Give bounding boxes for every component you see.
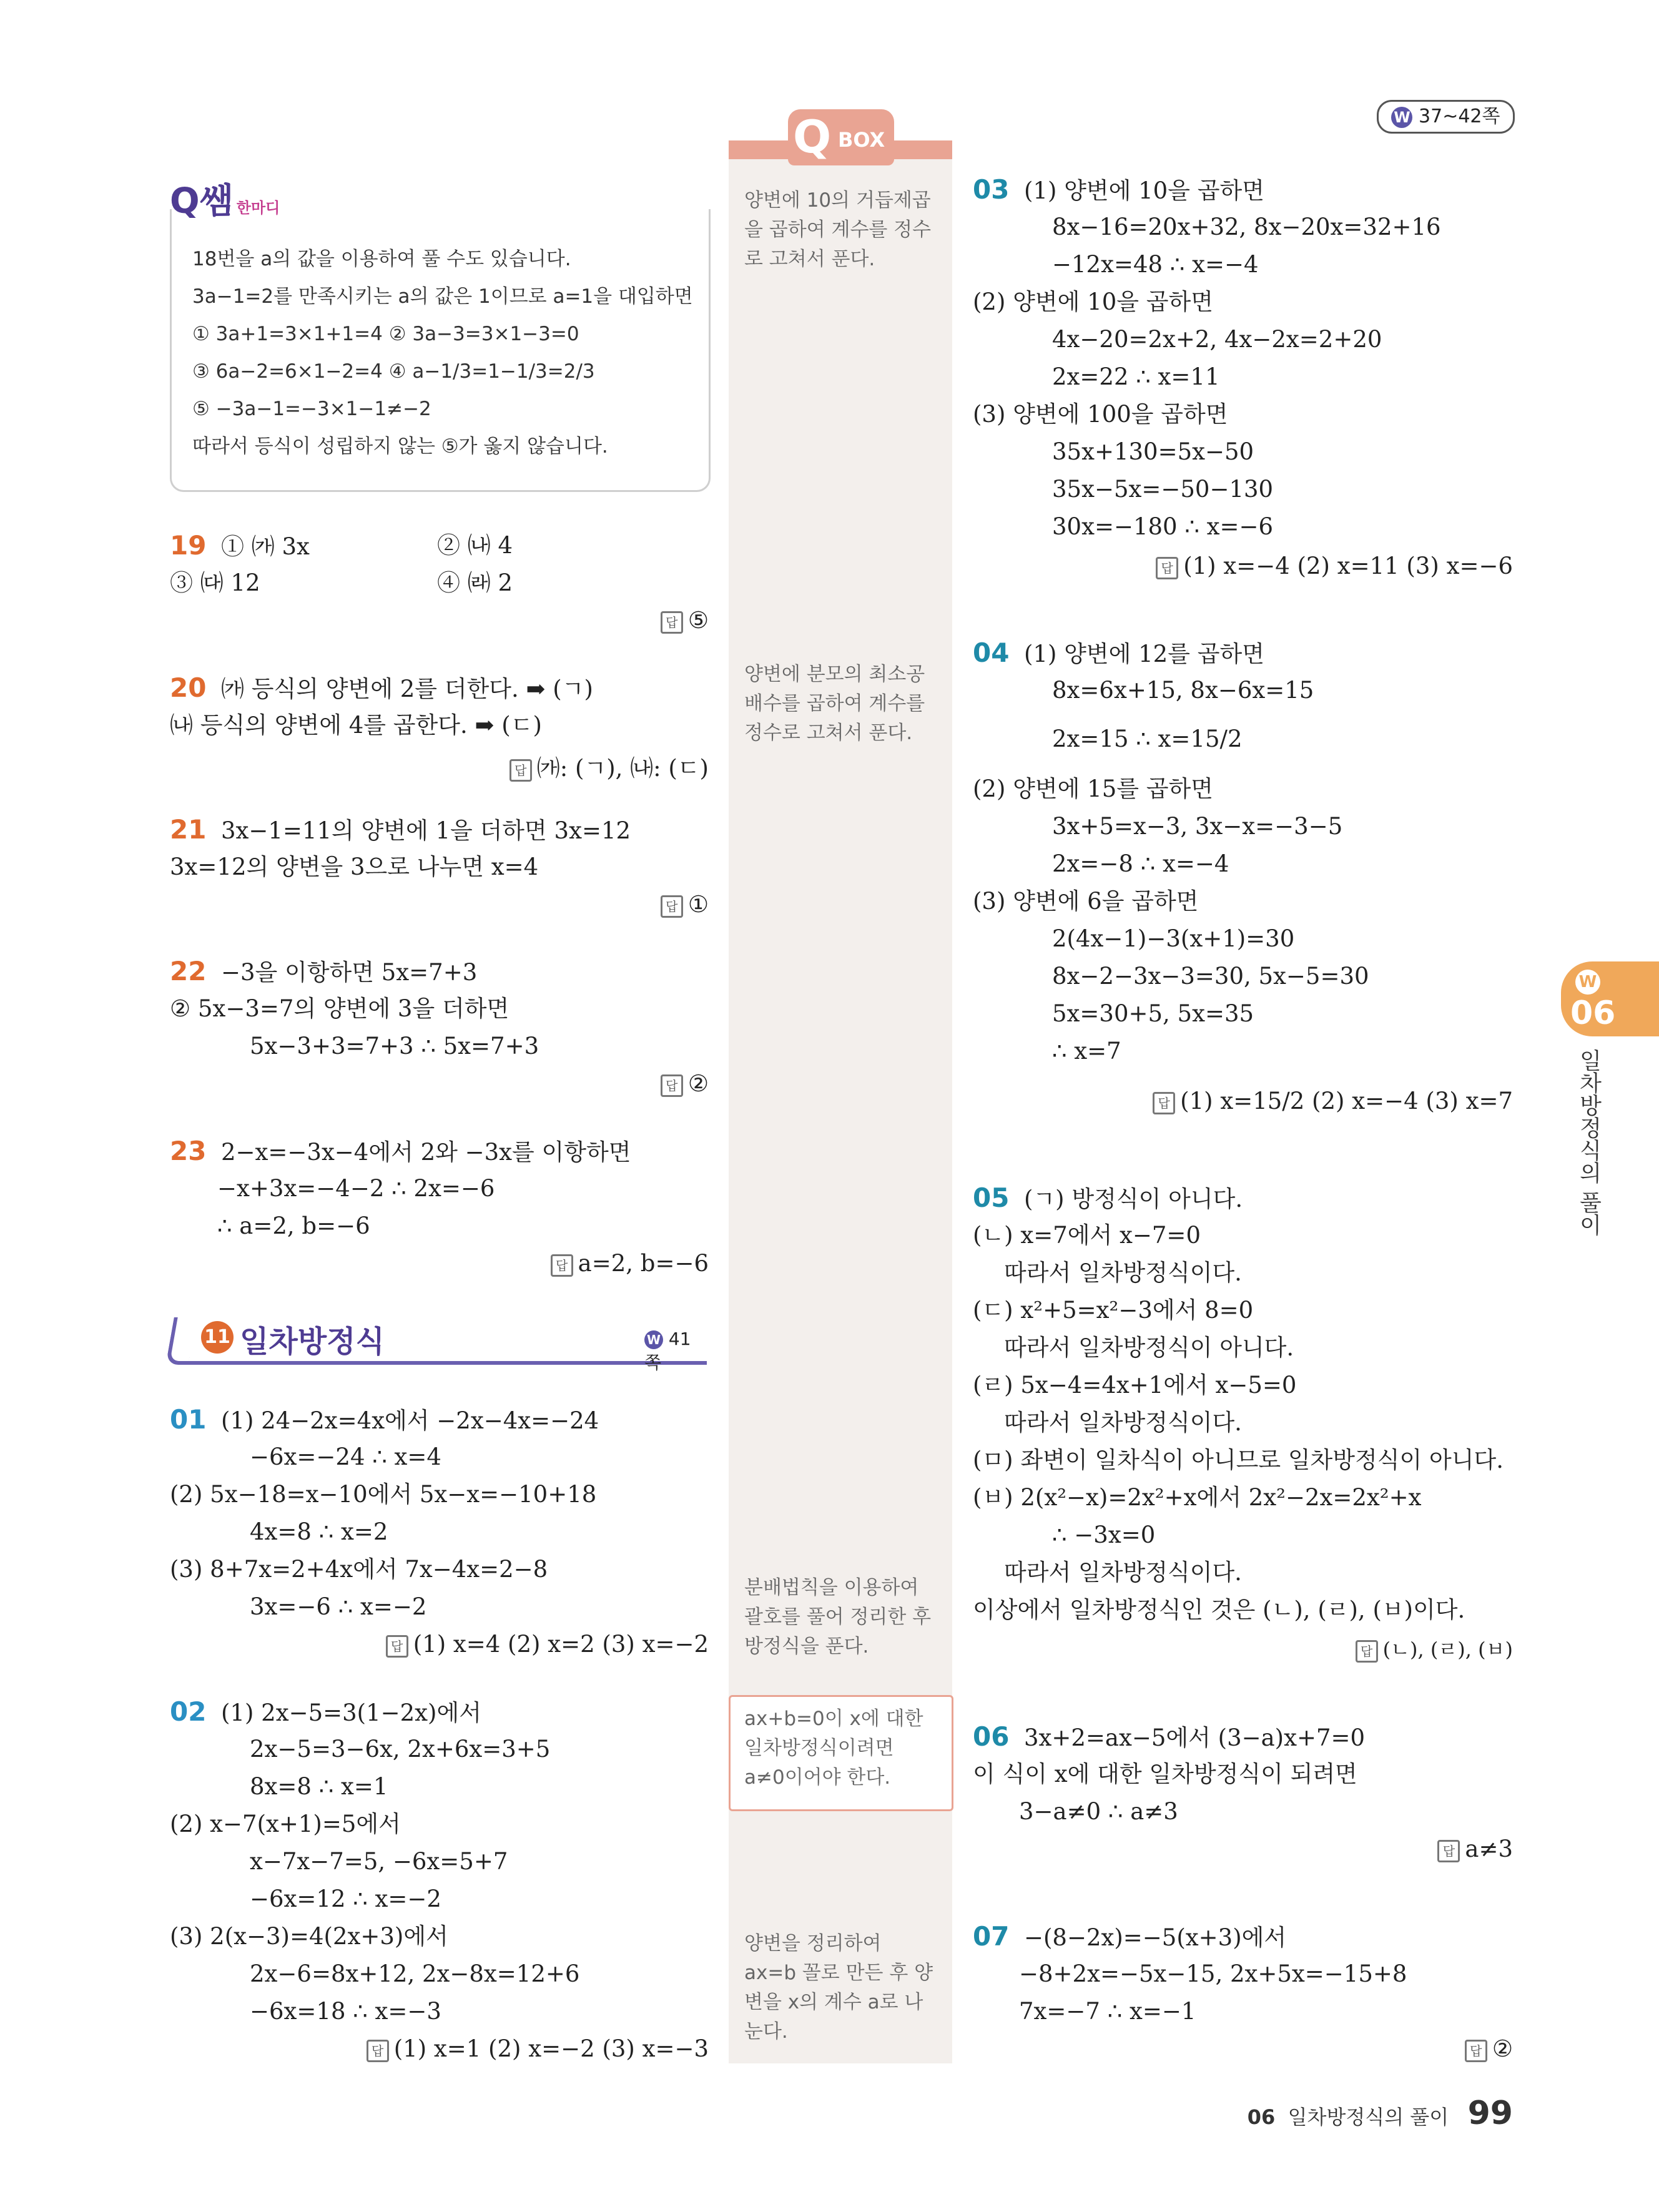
problem-07-line: 7x=−7 ∴ x=−1	[1019, 1998, 1196, 2025]
problem-04-line: 2x=15 ∴ x=15/2	[1052, 725, 1243, 752]
problem-04-line: ∴ x=7	[1052, 1038, 1121, 1064]
answer-07: 답 ②	[1465, 2035, 1513, 2062]
problem-02: 02 (1) 2x−5=3(1−2x)에서	[170, 1696, 481, 1727]
problem-20-l2: ㈏ 등식의 양변에 4를 곱한다. ➡ (ㄷ)	[170, 712, 542, 739]
answer-03: 답 (1) x=−4 (2) x=11 (3) x=−6	[1156, 553, 1513, 579]
answer-20: 답 ㈎: (ㄱ), ㈏: (ㄷ)	[510, 749, 709, 783]
problem-04-line: 3x+5=x−3, 3x−x=−3−5	[1052, 813, 1343, 840]
problem-02-line: 8x=8 ∴ x=1	[250, 1773, 388, 1800]
problem-22: 22 −3을 이항하면 5x=7+3	[170, 956, 478, 986]
qbox-note-5: 양변을 정리하여 ax=b 꼴로 만든 후 양 변을 x의 계수 a로 나 눈다.	[744, 1932, 933, 2043]
problem-05-line: (ㄹ) 5x−4=4x+1에서 x−5=0	[973, 1372, 1297, 1398]
problem-20: 20 ㈎ 등식의 양변에 2를 더한다. ➡ (ㄱ)	[170, 672, 593, 703]
problem-03-line: −12x=48 ∴ x=−4	[1052, 251, 1259, 278]
page-reference	[1377, 100, 1515, 134]
problem-04-line: 2(4x−1)−3(x+1)=30	[1052, 925, 1295, 952]
section-underline	[179, 1361, 707, 1365]
side-tab-w: W	[1575, 970, 1600, 995]
problem-01-line: −6x=−24 ∴ x=4	[250, 1443, 441, 1470]
section-page: W 41쪽	[644, 1329, 691, 1373]
answer-icon: 답	[386, 1635, 408, 1658]
problem-23-l3: ∴ a=2, b=−6	[217, 1212, 370, 1239]
problem-05-line: (ㅂ) 2(x²−x)=2x²+x에서 2x²−2x=2x²+x	[973, 1484, 1422, 1511]
problem-23: 23 2−x=−3x−4에서 2와 −3x를 이항하면	[170, 1136, 631, 1166]
answer-icon: 답	[1465, 2040, 1487, 2062]
problem-04-line: 2x=−8 ∴ x=−4	[1052, 850, 1229, 877]
problem-02-line: (3) 2(x−3)=4(2x+3)에서	[170, 1923, 448, 1950]
side-tab-number: 06	[1570, 995, 1616, 1032]
problem-05-line: (ㅁ) 좌변이 일차식이 아니므로 일차방정식이 아니다.	[973, 1447, 1504, 1473]
footer	[1248, 2095, 1513, 2132]
answer-05: 답 (ㄴ), (ㄹ), (ㅂ)	[1356, 1634, 1513, 1663]
section-title: 일차방정식	[240, 1324, 385, 1359]
problem-01-line: 4x=8 ∴ x=2	[250, 1518, 388, 1545]
qbox-title: Q	[793, 111, 832, 163]
problem-03-line: 30x=−180 ∴ x=−6	[1052, 513, 1274, 540]
problem-21-l2: 3x=12의 양변을 3으로 나누면 x=4	[170, 853, 539, 880]
problem-05-line: 따라서 일차방정식이다.	[1004, 1259, 1242, 1286]
problem-19-d: ④ ㈑ 2	[437, 569, 513, 596]
problem-05-line: 따라서 일차방정식이 아니다.	[1004, 1334, 1294, 1361]
qssam-line: ⑤ −3a−1=−3×1−1≠−2	[192, 398, 431, 420]
problem-05-line: 따라서 일차방정식이다.	[1004, 1409, 1242, 1436]
page-number: 99	[1467, 2095, 1513, 2132]
qbox-note-3: 분배법칙을 이용하여 괄호를 풀어 정리한 후 방정식을 푼다.	[744, 1576, 932, 1658]
side-tab-label: 일차방정식의 풀이	[1576, 1049, 1602, 1236]
problem-07-line: −8+2x=−5x−15, 2x+5x=−15+8	[1019, 1960, 1407, 1987]
problem-01-line: (2) 5x−18=x−10에서 5x−x=−10+18	[170, 1481, 597, 1508]
answer-icon: 답	[1153, 1092, 1175, 1114]
problem-04: 04 (1) 양변에 12를 곱하면	[973, 637, 1264, 668]
problem-23-l2: −x+3x=−4−2 ∴ 2x=−6	[217, 1175, 495, 1202]
problem-02-line: −6x=18 ∴ x=−3	[250, 1998, 441, 2025]
problem-05-line: 따라서 일차방정식이다.	[1004, 1559, 1242, 1586]
problem-04-line: 8x=6x+15, 8x−6x=15	[1052, 677, 1314, 704]
answer-icon: 답	[551, 1254, 573, 1277]
problem-03-line: 2x=22 ∴ x=11	[1052, 363, 1220, 390]
problem-06-line: 3−a≠0 ∴ a≠3	[1019, 1798, 1178, 1825]
answer-icon: 답	[1437, 1840, 1460, 1862]
problem-06-line: 이 식이 x에 대한 일차방정식이 되려면	[973, 1761, 1357, 1787]
problem-04-line: 5x=30+5, 5x=35	[1052, 1000, 1254, 1027]
footer-title: 일차방정식의 풀이	[1287, 2105, 1449, 2129]
answer-icon: 답	[367, 2040, 389, 2062]
answer-icon: 답	[510, 759, 532, 782]
problem-05-line: (ㄷ) x²+5=x²−3에서 8=0	[973, 1297, 1254, 1324]
problem-03-line: 35x−5x=−50−130	[1052, 476, 1274, 503]
qssam-line: ① 3a+1=3×1+1=4 ② 3a−3=3×1−3=0	[192, 323, 579, 345]
problem-05: 05 (ㄱ) 방정식이 아니다.	[973, 1182, 1243, 1213]
answer-23: 답 a=2, b=−6	[551, 1250, 709, 1277]
answer-22: 답 ②	[661, 1070, 709, 1097]
problem-04-line: (3) 양변에 6을 곱하면	[973, 888, 1199, 915]
problem-22-l3: 5x−3+3=7+3 ∴ 5x=7+3	[250, 1033, 539, 1059]
qssam-header	[170, 174, 280, 224]
problem-05-line: ∴ −3x=0	[1052, 1521, 1156, 1548]
page-reference-text: 37~42쪽	[1419, 106, 1500, 127]
answer-19: 답 ⑤	[661, 607, 709, 634]
problem-03-line: 35x+130=5x−50	[1052, 438, 1254, 465]
problem-04-line: 8x−2−3x−3=30, 5x−5=30	[1052, 963, 1369, 990]
w-icon: W	[1391, 107, 1412, 128]
answer-02: 답 (1) x=1 (2) x=−2 (3) x=−3	[367, 2035, 709, 2062]
w-icon: W	[644, 1330, 663, 1349]
problem-19: 19 ① ㈎ 3x	[170, 530, 310, 561]
problem-05-line: 이상에서 일차방정식인 것은 (ㄴ), (ㄹ), (ㅂ)이다.	[973, 1596, 1465, 1623]
qssam-line: ③ 6a−2=6×1−2=4 ④ a−1/3=1−1/3=2/3	[192, 360, 595, 383]
qssam-content	[192, 240, 693, 465]
answer-21: 답 ①	[661, 891, 709, 918]
problem-01-line: (3) 8+7x=2+4x에서 7x−4x=2−8	[170, 1556, 548, 1583]
problem-02-line: 2x−5=3−6x, 2x+6x=3+5	[250, 1736, 551, 1762]
qbox-note-1: 양변에 10의 거듭제곱 을 곱하여 계수를 정수 로 고쳐서 푼다.	[744, 189, 932, 270]
answer-icon: 답	[1156, 557, 1178, 579]
problem-03-line: 8x−16=20x+32, 8x−20x=32+16	[1052, 214, 1441, 240]
qssam-line: 18번을 a의 값을 이용하여 풀 수도 있습니다.	[192, 248, 571, 270]
problem-02-line: x−7x−7=5, −6x=5+7	[250, 1848, 508, 1875]
problem-02-line: (2) x−7(x+1)=5에서	[170, 1811, 401, 1837]
section-number: 11	[201, 1321, 234, 1354]
answer-01: 답 (1) x=4 (2) x=2 (3) x=−2	[386, 1631, 709, 1658]
section-header	[170, 1317, 707, 1373]
problem-06: 06 3x+2=ax−5에서 (3−a)x+7=0	[973, 1721, 1366, 1752]
answer-04: 답 (1) x=15/2 (2) x=−4 (3) x=7	[1153, 1088, 1513, 1114]
problem-03: 03 (1) 양변에 10을 곱하면	[973, 174, 1264, 205]
answer-icon: 답	[661, 611, 683, 634]
qssam-title: Q쌤	[170, 181, 234, 222]
qbox-title-box: BOX	[838, 128, 885, 152]
problem-01-line: 3x=−6 ∴ x=−2	[250, 1593, 427, 1620]
section-bracket	[165, 1317, 196, 1365]
qbox-note-4: ax+b=0이 x에 대한 일차방정식이려면 a≠0이어야 한다.	[744, 1708, 923, 1789]
problem-07: 07 −(8−2x)=−5(x+3)에서	[973, 1921, 1287, 1952]
problem-21: 21 3x−1=11의 양변에 1을 더하면 3x=12	[170, 814, 631, 845]
qssam-subtitle: 한마디	[236, 199, 280, 217]
answer-06: 답 a≠3	[1437, 1836, 1513, 1862]
problem-03-line: (3) 양변에 100을 곱하면	[973, 401, 1228, 428]
answer-icon: 답	[661, 895, 683, 918]
qbox-note-2: 양변에 분모의 최소공 배수를 곱하여 계수를 정수로 고쳐서 푼다.	[744, 663, 925, 744]
qbox-badge	[788, 109, 894, 165]
problem-22-l2: ② 5x−3=7의 양변에 3을 더하면	[170, 995, 510, 1022]
problem-03-line: (2) 양변에 10을 곱하면	[973, 288, 1213, 315]
problem-02-line: −6x=12 ∴ x=−2	[250, 1885, 441, 1912]
problem-05-line: (ㄴ) x=7에서 x−7=0	[973, 1222, 1201, 1249]
problem-01: 01 (1) 24−2x=4x에서 −2x−4x=−24	[170, 1404, 599, 1435]
problem-02-line: 2x−6=8x+12, 2x−8x=12+6	[250, 1960, 580, 1987]
problem-19-c: ③ ㈐ 12	[170, 569, 260, 596]
problem-03-line: 4x−20=2x+2, 4x−2x=2+20	[1052, 326, 1382, 353]
problem-04-line: (2) 양변에 15를 곱하면	[973, 775, 1213, 802]
footer-chapter: 06	[1247, 2105, 1276, 2129]
answer-icon: 답	[661, 1074, 683, 1097]
answer-icon: 답	[1356, 1640, 1378, 1663]
qssam-line: 3a−1=2를 만족시키는 a의 값은 1이므로 a=1을 대입하면	[192, 285, 693, 308]
problem-19-b: ② ㈏ 4	[437, 532, 513, 559]
qssam-line: 따라서 등식이 성립하지 않는 ⑤가 옳지 않습니다.	[192, 435, 608, 458]
